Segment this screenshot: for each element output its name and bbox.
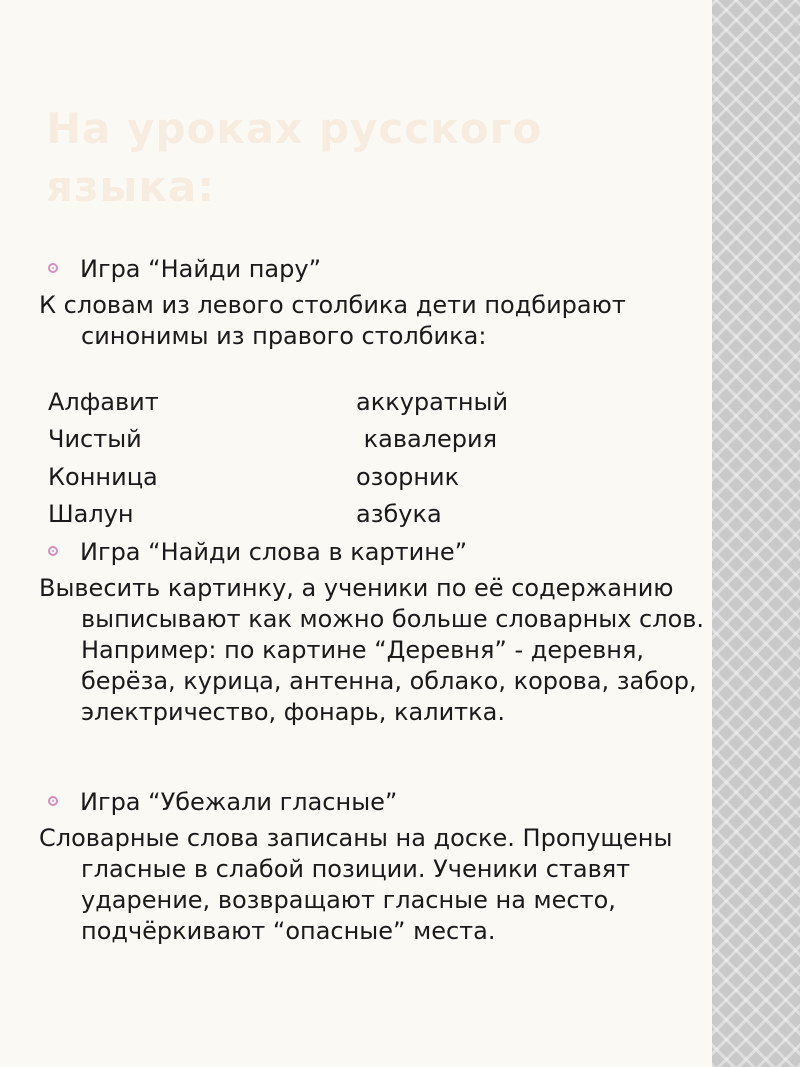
game-find-pair-description: К словам из левого столбика дети подбирают синонимы из правого столбика: (39, 291, 626, 350)
bullet-heading: Игра “Найди слова в картине” (80, 538, 468, 566)
circle-bullet-icon (48, 796, 58, 806)
word-pair-row (48, 422, 648, 456)
circle-bullet-icon (48, 546, 58, 556)
slide-title: На уроках русского языка: (46, 104, 543, 211)
word-right: кавалерия (356, 425, 498, 453)
decorative-side-stripe (712, 0, 800, 1067)
circle-bullet-icon (48, 263, 58, 273)
bullet-heading: Игра “Найди пару” (80, 255, 322, 283)
word-left: Конница (48, 463, 158, 491)
word-left: Чистый (48, 425, 142, 453)
word-right: азбука (356, 500, 442, 528)
word-left: Алфавит (48, 388, 159, 416)
word-pair-row (48, 497, 648, 531)
game-vowels-description: Словарные слова записаны на доске. Пропущены гласные в слабой позиции. Ученики ставят ударение, возвращают гласные на место, подчёркивают “опасные” места. (39, 824, 673, 945)
word-right: аккуратный (356, 388, 509, 416)
bullet-heading: Игра “Убежали гласные” (80, 788, 398, 816)
word-pair-row (48, 385, 648, 419)
word-pair-row (48, 460, 648, 494)
game-find-words-description: Вывесить картинку, а ученики по её содержанию выписывают как можно больше словарных слов. Например: по картине “Деревня” - деревня, берёза, курица, антенна, облако, корова, забор, электричество, фонарь, калитка. (39, 574, 705, 726)
word-left: Шалун (48, 500, 134, 528)
word-right: озорник (356, 463, 460, 491)
